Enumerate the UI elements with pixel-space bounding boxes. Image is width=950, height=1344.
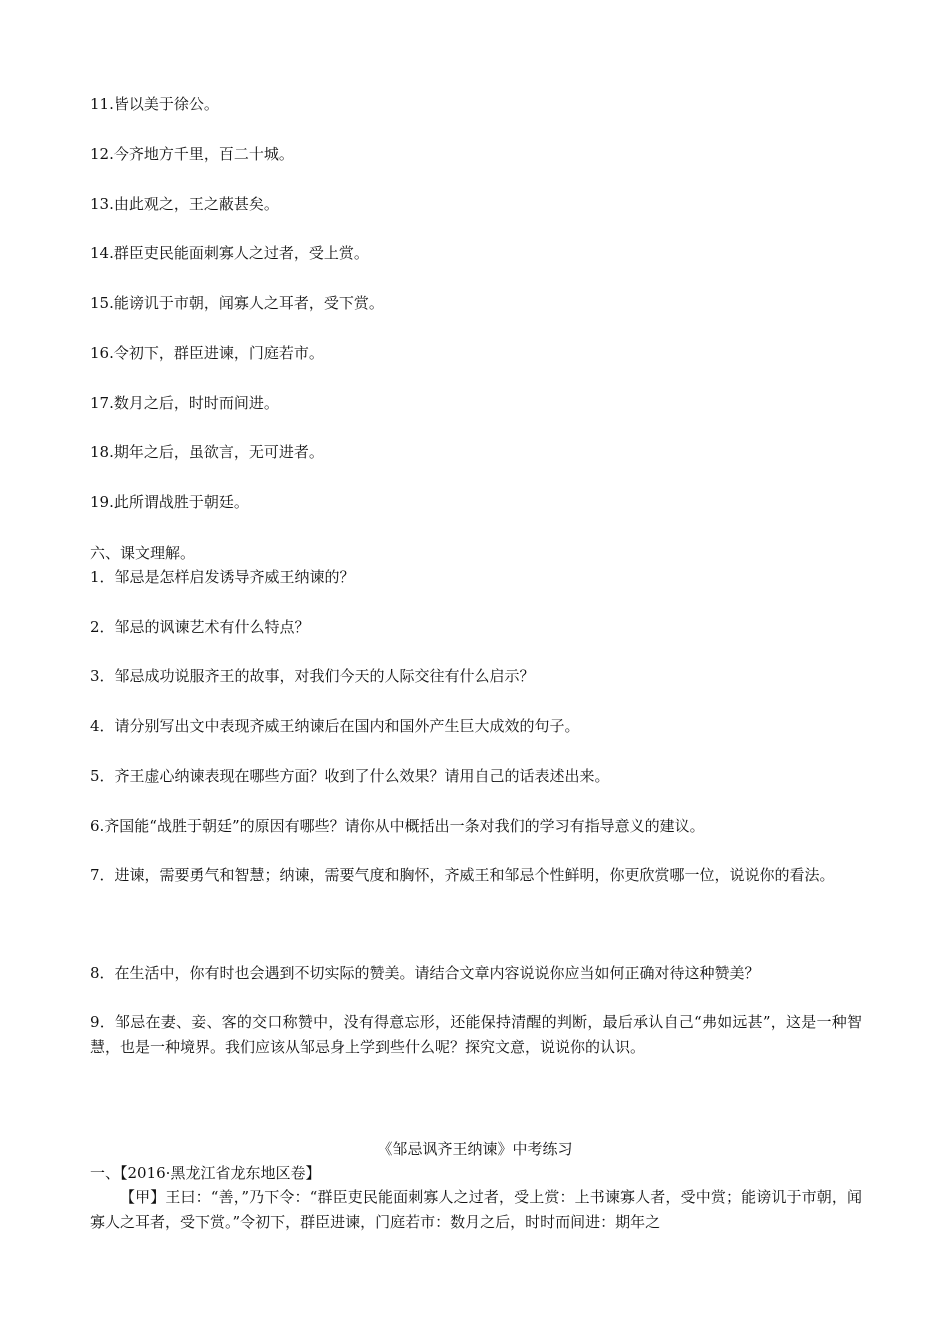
question-item: 8．在生活中，你有时也会遇到不切实际的赞美。请结合文章内容说说你应当如何正确对待这种赞美？ (90, 964, 760, 982)
passage-text: 【甲】王曰：“善，”乃下令：“群臣吏民能面刺寡人之过者，受上赏：上书谏寡人者，受中赏；能谤讥于市朝，闻寡人之耳者，受下赏。”令初下，群臣进谏，门庭若市：数月之后，时时而间进：期年之 (90, 1188, 862, 1231)
translation-item: 11.皆以美于徐公。 (90, 95, 219, 113)
translation-item: 19.此所谓战胜于朝廷。 (90, 493, 249, 511)
translation-item: 17.数月之后，时时而间进。 (90, 394, 279, 412)
translation-item: 14.群臣吏民能面刺寡人之过者，受上赏。 (90, 244, 369, 262)
question-item: 9．邹忌在妻、妾、客的交口称赞中，没有得意忘形，还能保持清醒的判断，最后承认自己“弗如远甚”，这是一种智慧，也是一种境界。我们应该从邹忌身上学到些什么呢？探究文意，说说你的认识。 (90, 1013, 862, 1056)
translation-item: 16.令初下，群臣进谏，门庭若市。 (90, 344, 324, 362)
question-item: 7．进谏，需要勇气和智慧；纳谏，需要气度和胸怀，齐威王和邹忌个性鲜明，你更欣赏哪一位，说说你的看法。 (90, 866, 835, 884)
question-item: 5．齐王虚心纳谏表现在哪些方面？收到了什么效果？请用自己的话表述出来。 (90, 767, 610, 785)
question-item: 4．请分别写出文中表现齐威王纳谏后在国内和国外产生巨大成效的句子。 (90, 717, 580, 735)
section-heading: 六、课文理解。 (90, 544, 196, 562)
question-item: 6.齐国能“战胜于朝廷”的原因有哪些？请你从中概括出一条对我们的学习有指导意义的建议。 (90, 817, 705, 835)
translation-item: 12.今齐地方千里，百二十城。 (90, 145, 294, 163)
translation-item: 13.由此观之，王之蔽甚矣。 (90, 195, 279, 213)
practice-title: 《邹忌讽齐王纳谏》中考练习 (377, 1140, 573, 1158)
translation-item: 15.能谤讥于市朝，闻寡人之耳者，受下赏。 (90, 294, 384, 312)
translation-item: 18.期年之后，虽欲言，无可进者。 (90, 443, 324, 461)
practice-part-heading: 一、【2016·黑龙江省龙东地区卷】 (90, 1164, 321, 1182)
question-item: 3．邹忌成功说服齐王的故事，对我们今天的人际交往有什么启示？ (90, 667, 535, 685)
question-item: 1．邹忌是怎样启发诱导齐威王纳谏的？ (90, 568, 355, 586)
question-item: 2．邹忌的讽谏艺术有什么特点？ (90, 618, 310, 636)
